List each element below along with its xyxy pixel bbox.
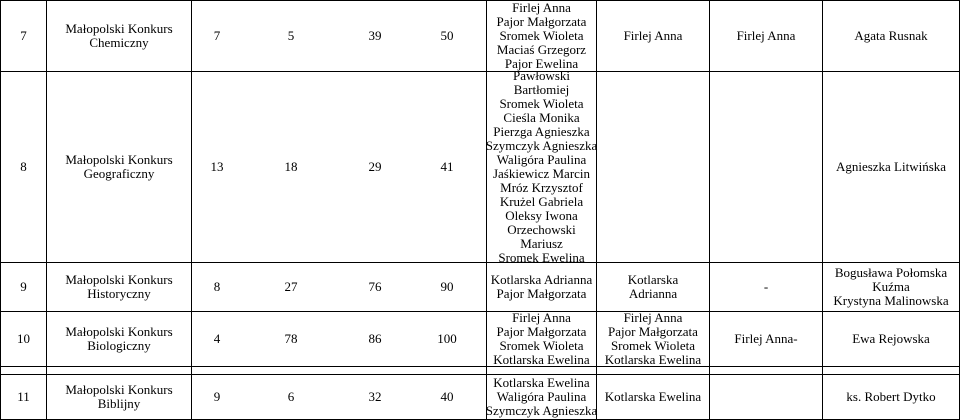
authors-list: Firlej Anna Pajor Małgorzata Sromek Wioleta Maciaś Grzegorz Pajor Ewelina xyxy=(496,0,587,71)
count-1: 7 xyxy=(213,28,221,43)
col6-list: Firlej Anna Pajor Małgorzata Sromek Wioleta Kotlarska Ewelina xyxy=(604,310,702,367)
count-3: 39 xyxy=(368,28,382,43)
row-number: 7 xyxy=(20,28,27,43)
contest-name: Małopolski Konkurs Biblijny xyxy=(65,382,173,411)
col8-list: Agnieszka Litwińska xyxy=(835,159,947,174)
col8-list: Agata Rusnak xyxy=(854,28,928,43)
row-number: 8 xyxy=(20,159,27,174)
authors-list: Pawłowski Bartłomiej Sromek Wioleta Cieśla Monika Pierzga Agnieszka Szymczyk Agnieszka Waligóra Paulina Jaśkiewicz Marcin Mróz Krzysztof Krużel Gabriela Oleksy Iwona Orzechowski Mariusz Sromek Ewelina xyxy=(485,68,598,265)
count-3: 76 xyxy=(368,279,382,294)
count-3: 29 xyxy=(368,159,382,174)
col7-list: Firlej Anna xyxy=(736,28,796,43)
authors-list: Kotlarska Adrianna Pajor Małgorzata xyxy=(490,272,593,301)
count-2: 78 xyxy=(284,331,298,346)
count-2: 18 xyxy=(284,159,298,174)
row-number: 10 xyxy=(17,331,30,346)
count-1: 13 xyxy=(210,159,224,174)
col6-list: Firlej Anna xyxy=(623,28,683,43)
count-1: 8 xyxy=(213,279,221,294)
count-4: 100 xyxy=(437,331,457,346)
col8-list: Bogusława Połomska Kuźma Krystyna Malinowska xyxy=(833,265,949,308)
contest-name: Małopolski Konkurs Geograficzny xyxy=(65,152,173,181)
contest-name: Małopolski Konkurs Biologiczny xyxy=(65,324,173,353)
contest-name: Małopolski Konkurs Chemiczny xyxy=(65,21,173,50)
authors-list: Kotlarska Ewelina Waligóra Paulina Szymczyk Agnieszka xyxy=(485,375,598,418)
contest-name: Małopolski Konkurs Historyczny xyxy=(65,272,173,301)
count-4: 50 xyxy=(440,28,454,43)
count-4: 90 xyxy=(440,279,454,294)
col8-list: Ewa Rejowska xyxy=(852,331,930,346)
count-2: 6 xyxy=(287,389,295,404)
column-border xyxy=(191,0,192,420)
row-number: 9 xyxy=(20,279,27,294)
col7-list: Firlej Anna- xyxy=(734,331,798,346)
count-2: 27 xyxy=(284,279,298,294)
count-4: 41 xyxy=(440,159,454,174)
col7-list: - xyxy=(763,279,769,294)
count-1: 4 xyxy=(213,331,221,346)
count-2: 5 xyxy=(287,28,295,43)
col6-list: Kotlarska Adrianna xyxy=(627,272,679,301)
authors-list: Firlej Anna Pajor Małgorzata Sromek Wioleta Kotlarska Ewelina xyxy=(493,310,590,367)
count-3: 32 xyxy=(368,389,382,404)
col8-list: ks. Robert Dytko xyxy=(846,389,936,404)
count-1: 9 xyxy=(213,389,221,404)
count-3: 86 xyxy=(368,331,382,346)
row-border xyxy=(0,366,960,367)
col6-list: Kotlarska Ewelina xyxy=(604,389,702,404)
count-4: 40 xyxy=(440,389,454,404)
row-number: 11 xyxy=(17,389,30,404)
